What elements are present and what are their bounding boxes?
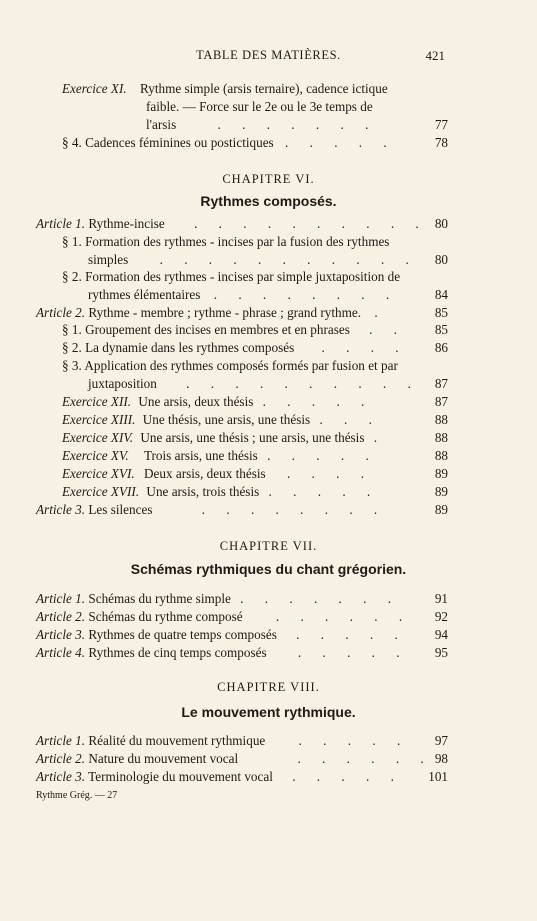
entry-page: 94 — [434, 627, 448, 642]
toc-entry: § 1. Groupement des incises en membres et en phrases . . — [62, 322, 407, 337]
entry-page: 89 — [434, 466, 448, 481]
entry-page: 78 — [434, 135, 448, 150]
entry-page: 92 — [434, 609, 448, 624]
entry-text: Rythme simple (arsis ternaire), cadence ictique — [139, 81, 388, 96]
toc-entry: Exercice XIV. Une arsis, une thésis ; une arsis, une thésis . — [62, 430, 387, 445]
entry-page: 95 — [434, 645, 448, 660]
toc-entry: § 2. Formation des rythmes - incises par simple juxtaposition de — [62, 269, 401, 284]
entry-page: 98 — [434, 751, 448, 766]
toc-entry: simples . . . . . . . . . . . — [88, 252, 418, 267]
entry-page: 101 — [428, 769, 448, 784]
chapter-title: Rythmes composés. — [200, 193, 337, 209]
toc-entry: Article 1. Schémas du rythme simple . . . . . . . — [36, 591, 401, 606]
toc-entry: Article 2. Schémas du rythme composé . . . . . . — [36, 609, 412, 624]
entry-page: 85 — [434, 305, 448, 320]
entry-page: 87 — [434, 376, 448, 391]
chapter-title: Le mouvement rythmique. — [181, 704, 356, 720]
chapter-heading: CHAPITRE VI. — [222, 172, 315, 186]
toc-entry: juxtaposition . . . . . . . . . . — [88, 376, 420, 391]
toc-entry: § 1. Formation des rythmes - incises par la fusion des rythmes — [62, 234, 390, 249]
toc-entry: Article 3. Les silences . . . . . . . . — [36, 502, 387, 517]
toc-entry: Article 4. Rythmes de cinq temps composés . . . . . — [36, 645, 409, 660]
entry-page: 89 — [434, 502, 448, 517]
entry-page: 91 — [434, 591, 448, 606]
entry-page: 88 — [434, 412, 448, 427]
entry-page: 88 — [434, 448, 448, 463]
chapter-heading: CHAPITRE VII. — [219, 539, 318, 553]
toc-entry: Article 1. Réalité du mouvement rythmique . . . . . — [36, 733, 410, 748]
toc-entry: Exercice XVII. Une arsis, trois thésis . . . . . — [62, 484, 380, 499]
toc-entry: Exercice XVI. Deux arsis, deux thésis . . . . — [62, 466, 374, 481]
running-title: TABLE DES MATIÈRES. — [196, 48, 341, 62]
entry-page: 80 — [434, 216, 448, 231]
entry-page: 77 — [434, 117, 448, 132]
toc-entry: Article 3. Rythmes de quatre temps composés . . . . . — [36, 627, 407, 642]
entry-page: 87 — [434, 394, 448, 409]
chapter-heading: CHAPITRE VIII. — [217, 680, 320, 694]
entry-page: 89 — [434, 484, 448, 499]
entry-label: § 4. — [62, 135, 82, 150]
toc-entry: l'arsis . . . . . . . — [146, 117, 378, 132]
toc-entry — [62, 80, 388, 98]
entry-label: Exercice XI. — [62, 81, 127, 96]
page-number: 421 — [425, 48, 445, 63]
toc-entry: Exercice XV. Trois arsis, une thésis . . . . . — [62, 448, 378, 463]
toc-entry: rythmes élémentaires . . . . . . . . — [88, 287, 399, 302]
entry-text: Cadences féminines ou postictiques — [85, 135, 274, 150]
entry-page: 80 — [434, 252, 448, 267]
toc-entry: Article 2. Rythme - membre ; rythme - phrase ; grand rythme. . — [36, 305, 387, 320]
entry-text: l'arsis — [146, 117, 177, 132]
entry-page: 85 — [434, 322, 448, 337]
entry-page: 97 — [434, 733, 448, 748]
entry-text: faible. — Force sur le 2e ou le 3e temps de — [146, 99, 373, 114]
toc-entry: § 3. Application des rythmes composés formés par fusion et par — [62, 358, 398, 373]
toc-entry: Article 2. Nature du mouvement vocal . . . . . . — [36, 751, 433, 766]
chapter-title: Schémas rythmiques du chant grégorien. — [130, 561, 407, 577]
toc-entry: Article 1. Rythme-incise . . . . . . . . . . — [36, 216, 428, 231]
toc-entry: Exercice XIII. Une thésis, une arsis, une thésis . . . — [62, 412, 381, 427]
entry-page: 84 — [434, 287, 448, 302]
toc-entry: § 2. La dynamie dans les rythmes composés . . . . — [62, 340, 408, 355]
entry-page: 88 — [434, 430, 448, 445]
toc-entry: Article 3. Terminologie du mouvement vocal . . . . . — [36, 769, 403, 784]
entry-page: 86 — [434, 340, 448, 355]
toc-entry: Exercice XII. Une arsis, deux thésis . . . . . — [62, 394, 374, 409]
page-header — [0, 48, 537, 64]
signature-mark: Rythme Grég. — 27 — [36, 790, 118, 801]
toc-entry — [146, 98, 373, 116]
toc-entry: § 4. Cadences féminines ou postictiques . . . . . — [62, 135, 396, 150]
